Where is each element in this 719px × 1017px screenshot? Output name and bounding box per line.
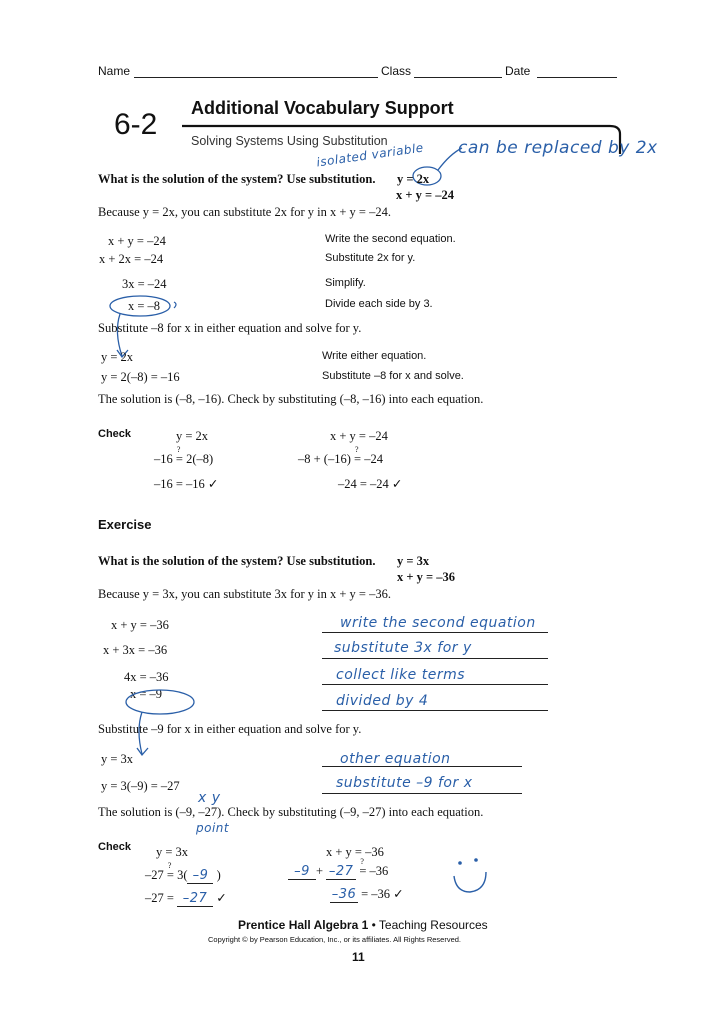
exercise-step-4-math: x = –9 <box>130 687 163 701</box>
exercise-substitute-text: Substitute –9 for x in either equation and solve for y. <box>98 722 362 736</box>
exercise-answer-line-2 <box>322 658 548 659</box>
example-check-left-eq: y = 2x <box>176 429 209 443</box>
example-step-1-math: x + y = –24 <box>108 234 166 248</box>
handwritten-replace-note: can be replaced by 2x <box>458 138 658 158</box>
example-step-6-note: Substitute –8 for x and solve. <box>322 370 464 382</box>
example-eq2: x + y = –24 <box>396 188 454 202</box>
example-check-left-line2: –16 = ? 2(–8) <box>154 445 214 466</box>
exercise-step-2-math: x + 3x = –36 <box>103 643 168 657</box>
exercise-check-right-line2: –9 + –27 = ? –36 <box>288 864 388 880</box>
example-eq1: y = 2x <box>397 172 430 186</box>
exercise-step-5-math: y = 3x <box>101 752 134 766</box>
exercise-check-left-eq: y = 3x <box>156 845 189 859</box>
exercise-eq1: y = 3x <box>397 554 430 568</box>
example-step-2-math: x + 2x = –24 <box>99 252 164 266</box>
exercise-step-6-math: y = 3(–9) = –27 <box>101 779 180 793</box>
example-step-1-note: Write the second equation. <box>325 233 456 245</box>
name-line <box>134 77 378 78</box>
example-because: Because y = 2x, you can substitute 2x for y in x + y = –24. <box>98 205 391 219</box>
exercise-check-label: Check <box>98 841 132 853</box>
exercise-step-4-answer[interactable]: divided by 4 <box>336 693 429 709</box>
handwritten-smiley-icon <box>446 854 496 898</box>
exercise-answer-line-1 <box>322 632 548 633</box>
exercise-answer-line-4 <box>322 710 548 711</box>
exercise-question: What is the solution of the system? Use substitution. <box>98 554 376 568</box>
handwritten-xy-note: x y <box>198 790 221 806</box>
exercise-step-2-answer[interactable]: substitute 3x for y <box>334 640 472 656</box>
exercise-check-right-line3: –36 = –36 ✓ <box>331 887 404 902</box>
handwritten-isolated-variable: isolated variable <box>315 140 425 170</box>
exercise-heading: Exercise <box>98 517 152 532</box>
footer-book: Prentice Hall Algebra 1 • Teaching Resources <box>238 918 488 932</box>
example-step-2-note: Substitute 2x for y. <box>325 252 416 264</box>
exercise-check-right-eq: x + y = –36 <box>326 845 384 859</box>
exercise-answer-line-6 <box>322 793 522 794</box>
example-solution-text: The solution is (–8, –16). Check by substituting (–8, –16) into each equation. <box>98 392 484 406</box>
exercise-eq2: x + y = –36 <box>397 570 455 584</box>
example-step-5-note: Write either equation. <box>322 350 427 362</box>
exercise-answer-line-3 <box>322 684 548 685</box>
exercise-step-6-answer[interactable]: substitute –9 for x <box>336 775 473 791</box>
exercise-because: Because y = 3x, you can substitute 3x for y in x + y = –36. <box>98 587 391 601</box>
exercise-step-1-answer[interactable]: write the second equation <box>340 615 536 631</box>
class-line <box>414 77 502 78</box>
date-line <box>537 77 617 78</box>
page-subtitle: Solving Systems Using Substitution <box>191 134 388 148</box>
example-step-3-math: 3x = –24 <box>122 277 167 291</box>
example-question: What is the solution of the system? Use substitution. <box>98 172 376 186</box>
class-label: Class <box>381 64 412 78</box>
exercise-check-left-line2: –27 = ? 3( –9 ) <box>145 861 221 883</box>
example-check-right-line3: –24 = –24 ✓ <box>338 477 403 491</box>
example-check-label: Check <box>98 428 132 440</box>
name-label: Name <box>98 64 131 78</box>
handwritten-point-note: point <box>196 821 230 835</box>
exercise-step-5-answer[interactable]: other equation <box>340 751 451 767</box>
example-check-left-line3: –16 = –16 ✓ <box>154 477 219 491</box>
exercise-step-1-math: x + y = –36 <box>111 618 169 632</box>
example-substitute-text: Substitute –8 for x in either equation and solve for y. <box>98 321 362 335</box>
page-title: Additional Vocabulary Support <box>191 98 454 118</box>
example-step-5-math: y = 2x <box>101 350 134 364</box>
lesson-number: 6-2 <box>114 108 158 141</box>
exercise-step-3-answer[interactable]: collect like terms <box>336 667 466 683</box>
date-label: Date <box>505 64 531 78</box>
exercise-solution-text: The solution is (–9, –27). Check by substituting (–9, –27) into each equation. <box>98 805 484 819</box>
page-number: 11 <box>352 950 365 964</box>
footer-copyright: Copyright © by Pearson Education, Inc., or its affiliates. All Rights Reserved. <box>208 935 462 944</box>
example-check-right-eq: x + y = –24 <box>330 429 388 443</box>
example-check-right-line2: –8 + (–16) = ? –24 <box>298 445 383 466</box>
example-step-6-math: y = 2(–8) = –16 <box>101 370 180 384</box>
example-step-3-note: Simplify. <box>325 277 366 289</box>
example-step-4-note: Divide each side by 3. <box>325 298 433 310</box>
exercise-check-left-line3: –27 = –27 ✓ <box>145 891 227 906</box>
exercise-step-3-math: 4x = –36 <box>124 670 169 684</box>
example-step-4-math: x = –8 <box>128 299 161 313</box>
